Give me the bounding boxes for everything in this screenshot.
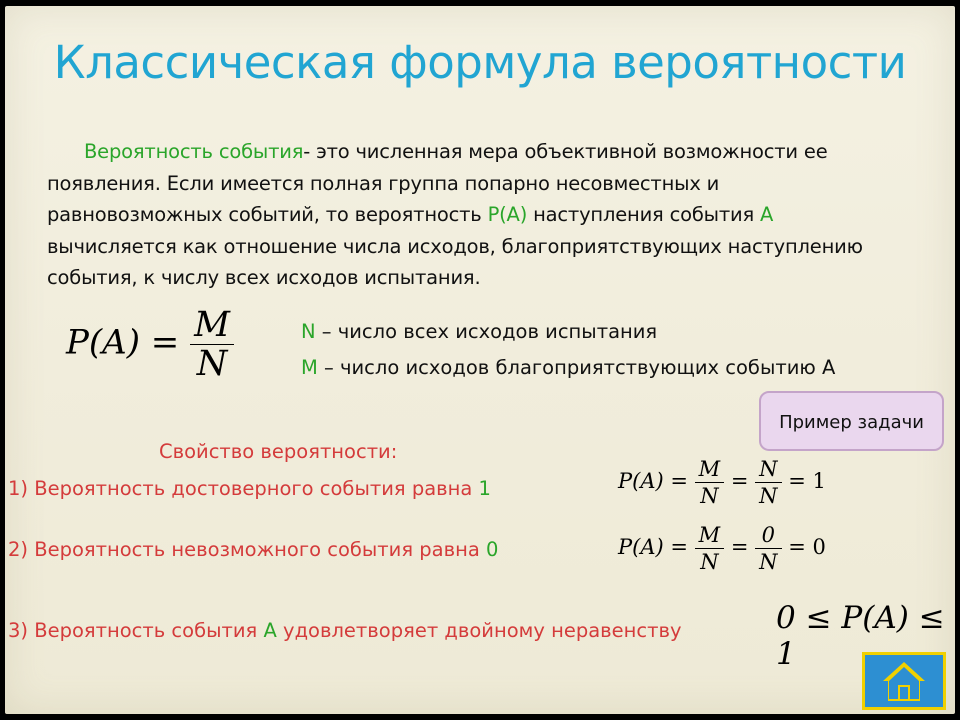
property-2: 2) Вероятность невозможного события равна 0 — [8, 538, 499, 561]
definition-m: М – число исходов благоприятствующих событию А — [301, 356, 836, 379]
property-1: 1) Вероятность достоверного события равна 1 — [8, 477, 491, 500]
main-formula-denominator: N — [190, 344, 234, 383]
paragraph-line-4: вычисляется как отношение числа исходов, благоприятствующих наступлению — [47, 234, 863, 258]
slide-title: Классическая формула вероятности — [53, 36, 907, 89]
property-3: 3) Вероятность события А удовлетворяет двойному неравенству — [8, 619, 682, 642]
home-button[interactable] — [862, 652, 946, 710]
term-event-a: А — [760, 203, 774, 226]
main-formula: P(A) = $\frac{M}{N}$ — [66, 306, 234, 383]
term-probability: Вероятность события — [84, 140, 304, 163]
formula-impossible-event: P(A) = $\frac{M}{N}$ = $\frac{0}{N}$ = 0 — [618, 523, 826, 574]
paragraph-line-2: появления. Если имеется полная группа попарно несовместных и — [47, 171, 720, 195]
definition-paragraph — [47, 136, 947, 294]
definition-n: N – число всех исходов испытания — [301, 320, 658, 343]
main-formula-numerator: M — [194, 305, 230, 345]
formula-inequality: 0 ≤ P(A) ≤ 1 — [776, 600, 945, 672]
paragraph-line-1: - это численная мера объективной возможности ее — [303, 140, 828, 163]
paragraph-line-5: события, к числу всех исходов испытания. — [47, 266, 481, 289]
home-icon — [865, 655, 943, 707]
term-pa: Р(А) — [487, 203, 528, 226]
formula-certain-event: P(A) = $\frac{M}{N}$ = $\frac{N}{N}$ = 1 — [618, 457, 826, 508]
paragraph-line-3: равновозможных событий, то вероятность Р(А) наступления события А — [47, 203, 774, 226]
properties-heading: Свойство вероятности: — [159, 440, 398, 463]
example-task-button[interactable]: Пример задачи — [759, 391, 944, 451]
